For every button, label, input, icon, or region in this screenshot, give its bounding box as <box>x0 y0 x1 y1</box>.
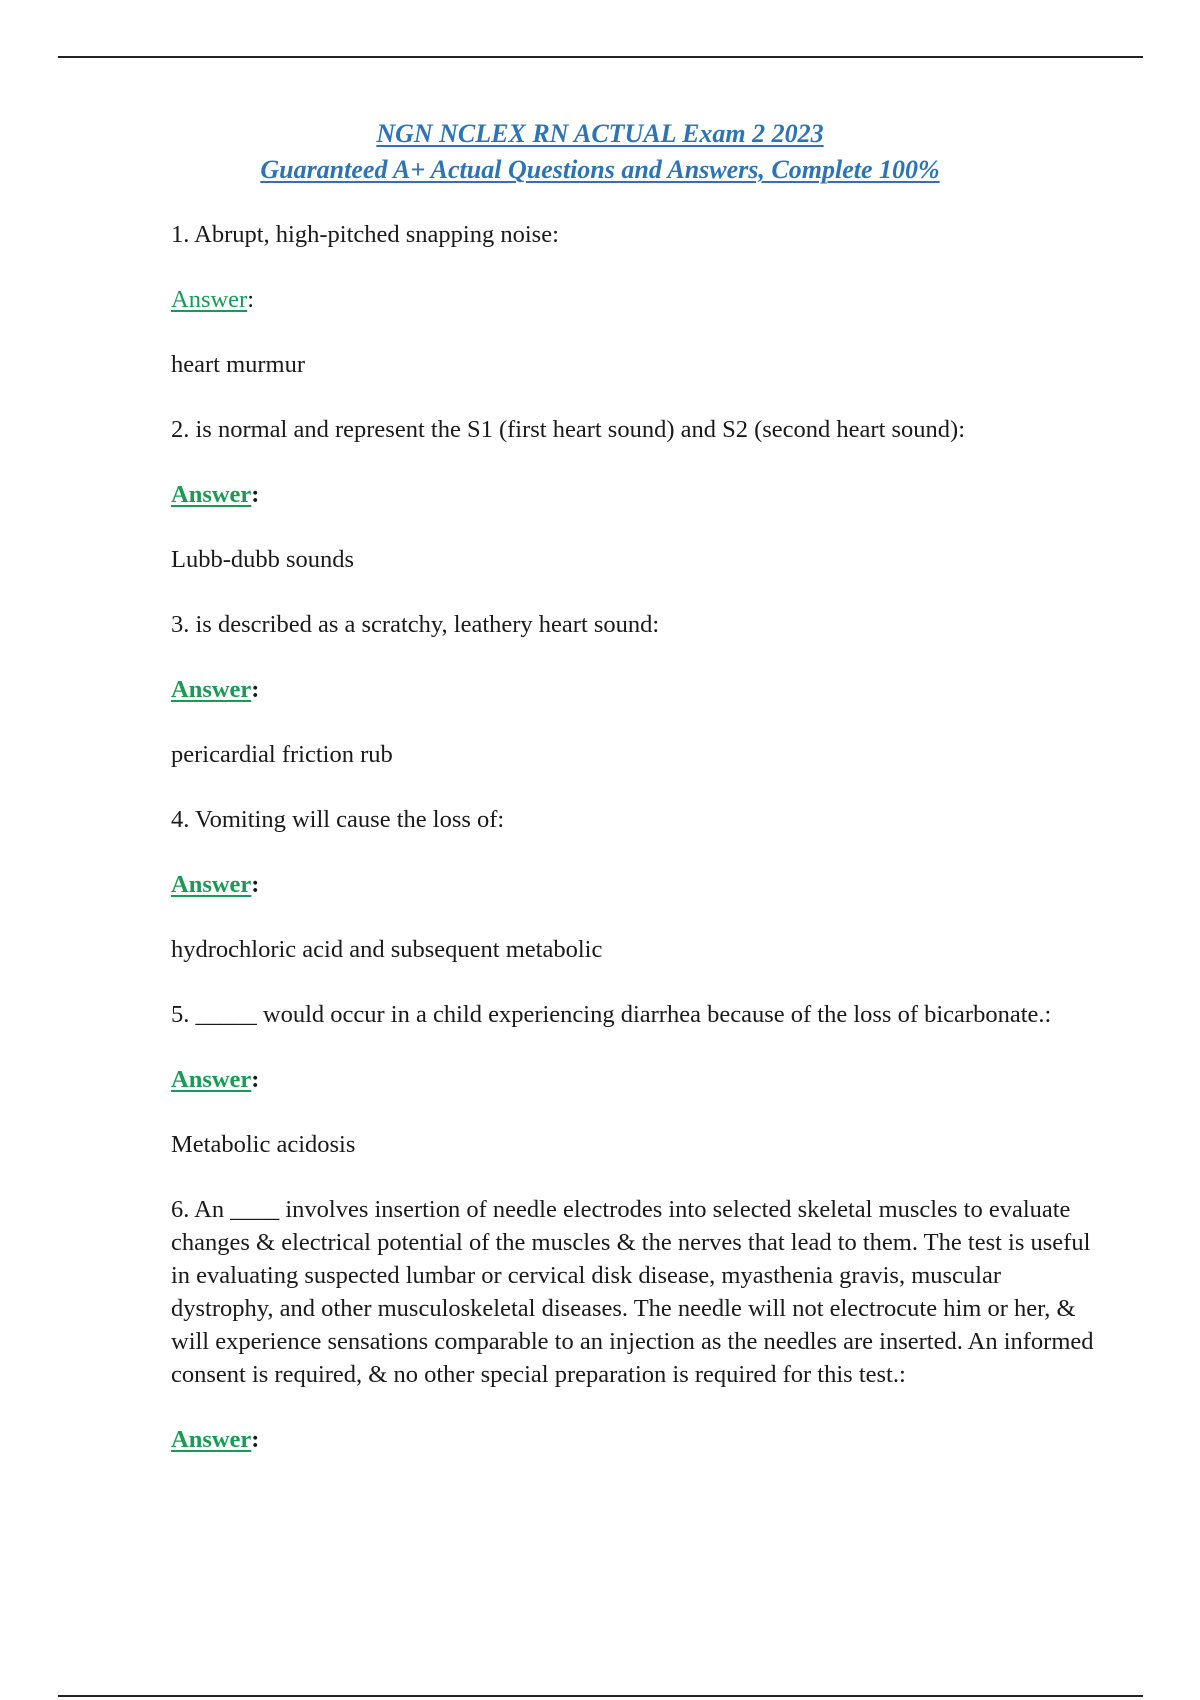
answer-heading: Answer: <box>171 676 260 703</box>
answer-text: heart murmur <box>171 351 306 378</box>
answer-text: hydrochloric acid and subsequent metabolic <box>171 936 603 963</box>
qa-item-5 <box>171 998 1101 1161</box>
answer-label: Answer <box>171 871 252 898</box>
answer-label: Answer <box>171 481 252 508</box>
qa-item-3 <box>171 608 1101 771</box>
qa-list <box>171 218 1101 1488</box>
answer-label: Answer <box>171 1066 252 1093</box>
title-line-1: NGN NCLEX RN ACTUAL Exam 2 2023 <box>376 119 824 148</box>
question-text: 2. is normal and represent the S1 (first heart sound) and S2 (second heart sound): <box>171 416 966 443</box>
qa-item-1 <box>171 218 1101 381</box>
answer-text: Metabolic acidosis <box>171 1131 356 1158</box>
question-text: 4. Vomiting will cause the loss of: <box>171 806 505 833</box>
qa-item-6 <box>171 1193 1101 1456</box>
answer-heading: Answer: <box>171 1426 260 1453</box>
answer-heading: Answer: <box>171 1066 260 1093</box>
answer-label: Answer <box>171 1426 252 1453</box>
qa-item-2 <box>171 413 1101 576</box>
document-title <box>0 116 1200 188</box>
answer-label: Answer <box>171 286 248 313</box>
title-line-2: Guaranteed A+ Actual Questions and Answers, Complete 100% <box>260 155 940 184</box>
answer-heading: Answer: <box>171 286 255 313</box>
qa-item-4 <box>171 803 1101 966</box>
question-text: 3. is described as a scratchy, leathery heart sound: <box>171 611 660 638</box>
question-text: 5. _____ would occur in a child experiencing diarrhea because of the loss of bicarbonate.: <box>171 1001 1052 1028</box>
question-text: 1. Abrupt, high-pitched snapping noise: <box>171 221 559 248</box>
bottom-rule <box>58 1695 1143 1697</box>
answer-text: Lubb-dubb sounds <box>171 546 355 573</box>
question-text: 6. An ____ involves insertion of needle electrodes into selected skeletal muscles to evaluate changes & electrical potential of the muscles & the nerves that lead to them. The test is useful in evaluating suspected lumbar or cervical disk disease, myasthenia gravis, muscular dystrophy, and other musculoskeletal diseases. The needle will not electrocute him or her, & will experience sensations comparable to an injection as the needles are inserted. An informed consent is required, & no other special preparation is required for this test.: <box>171 1196 1094 1388</box>
answer-heading: Answer: <box>171 871 260 898</box>
answer-label: Answer <box>171 676 252 703</box>
top-rule <box>58 56 1143 58</box>
answer-text: pericardial friction rub <box>171 741 393 768</box>
answer-heading: Answer: <box>171 481 260 508</box>
